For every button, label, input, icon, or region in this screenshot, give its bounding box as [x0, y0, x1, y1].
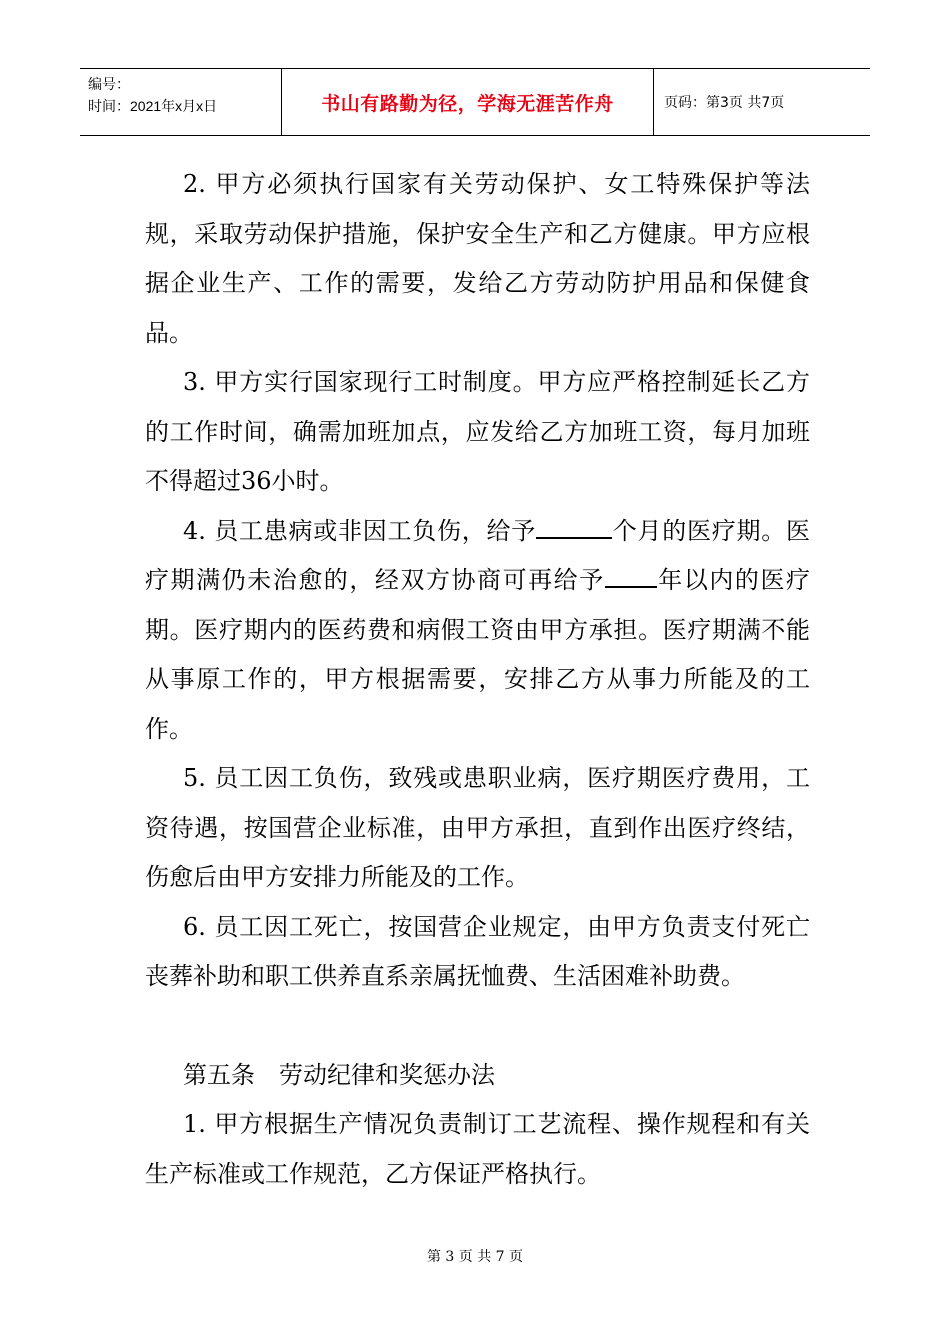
clause-paragraph-3: 3. 甲方实行国家现行工时制度。甲方应严格控制延长乙方的工作时间，确需加班加点，应发给乙方加班工资，每月加班不得超过36小时。	[145, 368, 810, 495]
fill-blank-months	[536, 517, 612, 539]
clause-4-text-b: 个月的医疗期。医疗期满仍未治愈的，经双方协商可再给予	[145, 516, 811, 594]
section-spacer	[145, 1002, 810, 1051]
section-5-title: 第五条 劳动纪律和奖惩办法	[183, 1060, 495, 1089]
clause-4-text-c: 年以内的医疗期。医疗期内的医药费和病假工资由甲方承担。医疗期满不能从事原工作的，甲方根据需要，安排乙方从事力所能及的工作。	[145, 566, 810, 743]
clause-4-text-a: 4. 员工患病或非因工负伤，给予	[183, 516, 537, 545]
document-body	[145, 160, 810, 1199]
header-meta	[80, 69, 282, 135]
header-motto: 书山有路勤为径，学海无涯苦作舟	[282, 69, 654, 135]
fill-blank-years	[605, 566, 657, 588]
clause-paragraph-4	[145, 507, 810, 755]
serial-number-label: 编号：	[88, 76, 130, 92]
section-5-paragraph-1: 1. 甲方根据生产情况负责制订工艺流程、操作规程和有关生产标准或工作规范，乙方保证严格执行。	[145, 1110, 810, 1188]
date-text: 时间：2021年x月x日	[88, 98, 218, 114]
clause-paragraph-5: 5. 员工因工负伤，致残或患职业病，医疗期医疗费用，工资待遇，按国营企业标准，由甲方承担，直到作出医疗终结，伤愈后由甲方安排力所能及的工作。	[145, 764, 810, 891]
clause-paragraph-2: 2. 甲方必须执行国家有关劳动保护、女工特殊保护等法规，采取劳动保护措施，保护安全生产和乙方健康。甲方应根据企业生产、工作的需要，发给乙方劳动防护用品和保健食品。	[145, 170, 810, 347]
page-footer: 第 3 页 共 7 页	[426, 1249, 524, 1265]
header-page-info: 页码：第3页 共7页	[664, 95, 785, 111]
page-header	[80, 68, 870, 136]
clause-paragraph-6: 6. 员工因工死亡，按国营企业规定，由甲方负责支付死亡丧葬补助和职工供养直系亲属抚恤费、生活困难补助费。	[145, 912, 810, 990]
